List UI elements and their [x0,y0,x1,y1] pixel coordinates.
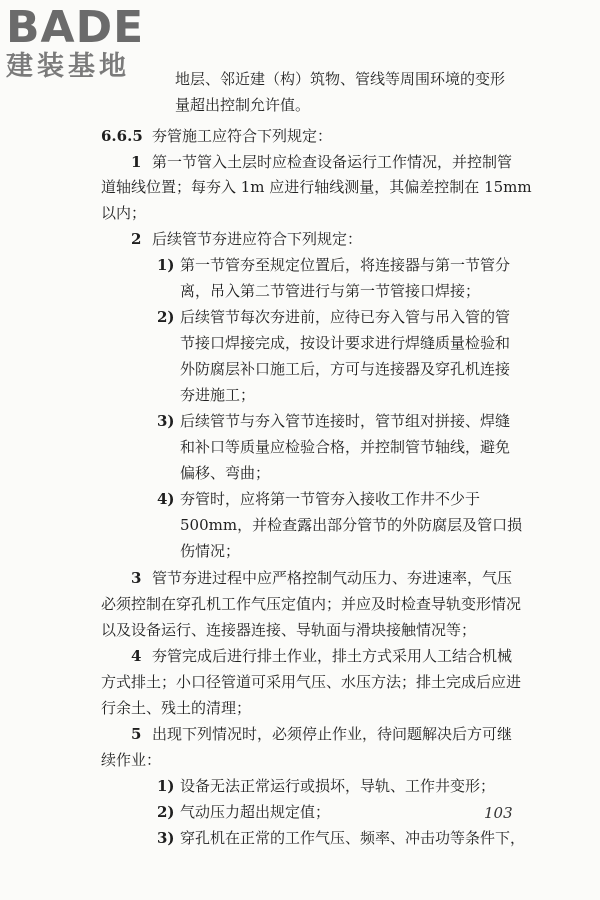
text-line: 和补口等质量应检验合格，并控制管节轴线，避免 [180,438,511,456]
text-line: 穿孔机在正常的工作气压、频率、冲击功等条件下， [180,829,526,847]
text-line: 后续管节与夯入管节连接时，管节组对拼接、焊缝 [180,412,511,430]
text-line: 后续管节每次夯进前，应待已夯入管与吊入管的管 [180,308,511,326]
subitem-number: 3) [157,829,175,847]
item-number: 1 [131,153,142,171]
text-line: 夯管完成后进行排土作业，排土方式采用人工结合机械 [152,647,513,665]
subitem-number: 1) [157,256,175,274]
text-line: 后续管节夯进应符合下列规定： [152,230,363,248]
clause-title: 夯管施工应符合下列规定： [152,127,333,145]
text-line: 夯管时，应将第一节管夯入接收工作井不少于 [180,490,481,508]
text-line: 方式排土；小口径管道可采用气压、水压方法；排土完成后应进 [101,673,522,691]
bade-logo [6,4,176,82]
logo-wordmark: BADE [6,2,145,53]
text-line: 设备无法正常运行或损坏，导轨、工作井变形； [180,777,496,795]
text-line: 第一节管入土层时应检查设备运行工作情况，并控制管 [152,153,513,171]
text-line: 地层、邻近建（构）筑物、管线等周围环境的变形 [175,70,506,88]
item-number: 3 [131,569,142,587]
text-line: 道轴线位置；每夯入 1m 应进行轴线测量，其偏差控制在 15mm [101,178,532,196]
text-line: 气动压力超出规定值； [180,803,331,821]
subitem-number: 2) [157,308,175,326]
text-line: 以及设备运行、连接器连接、导轨面与滑块接触情况等； [101,621,477,639]
subitem-number: 2) [157,803,175,821]
subitem-number: 3) [157,412,175,430]
text-line: 外防腐层补口施工后，方可与连接器及穿孔机连接 [180,360,511,378]
clause-number: 6.6.5 [101,127,143,145]
text-line: 出现下列情况时，必须停止作业，待问题解决后方可继 [152,725,513,743]
text-line: 量超出控制允许值。 [175,96,311,114]
text-line: 夯进施工； [180,386,256,404]
item-number: 2 [131,230,142,248]
item-number: 4 [131,647,142,665]
text-line: 偏移、弯曲； [180,464,271,482]
text-line: 第一节管夯至规定位置后，将连接器与第一节管分 [180,256,511,274]
item-number: 5 [131,725,142,743]
text-line: 续作业： [101,751,162,769]
subitem-number: 1) [157,777,175,795]
text-line: 以内； [101,204,147,222]
text-line: 管节夯进过程中应严格控制气动压力、夯进速率，气压 [152,569,513,587]
text-line: 伤情况； [180,542,241,560]
text-line: 500mm，并检查露出部分管节的外防腐层及管口损 [180,516,523,534]
subitem-number: 4) [157,490,175,508]
logo-subtitle: 建装基地 [6,51,130,82]
text-line: 必须控制在穿孔机工作气压定值内；并应及时检查导轨变形情况 [101,595,522,613]
text-line: 行余土、残土的清理； [101,699,252,717]
page-number: 103 [484,804,513,822]
text-line: 节接口焊接完成，按设计要求进行焊缝质量检验和 [180,334,511,352]
text-line: 离，吊入第二节管进行与第一节管接口焊接； [180,282,481,300]
